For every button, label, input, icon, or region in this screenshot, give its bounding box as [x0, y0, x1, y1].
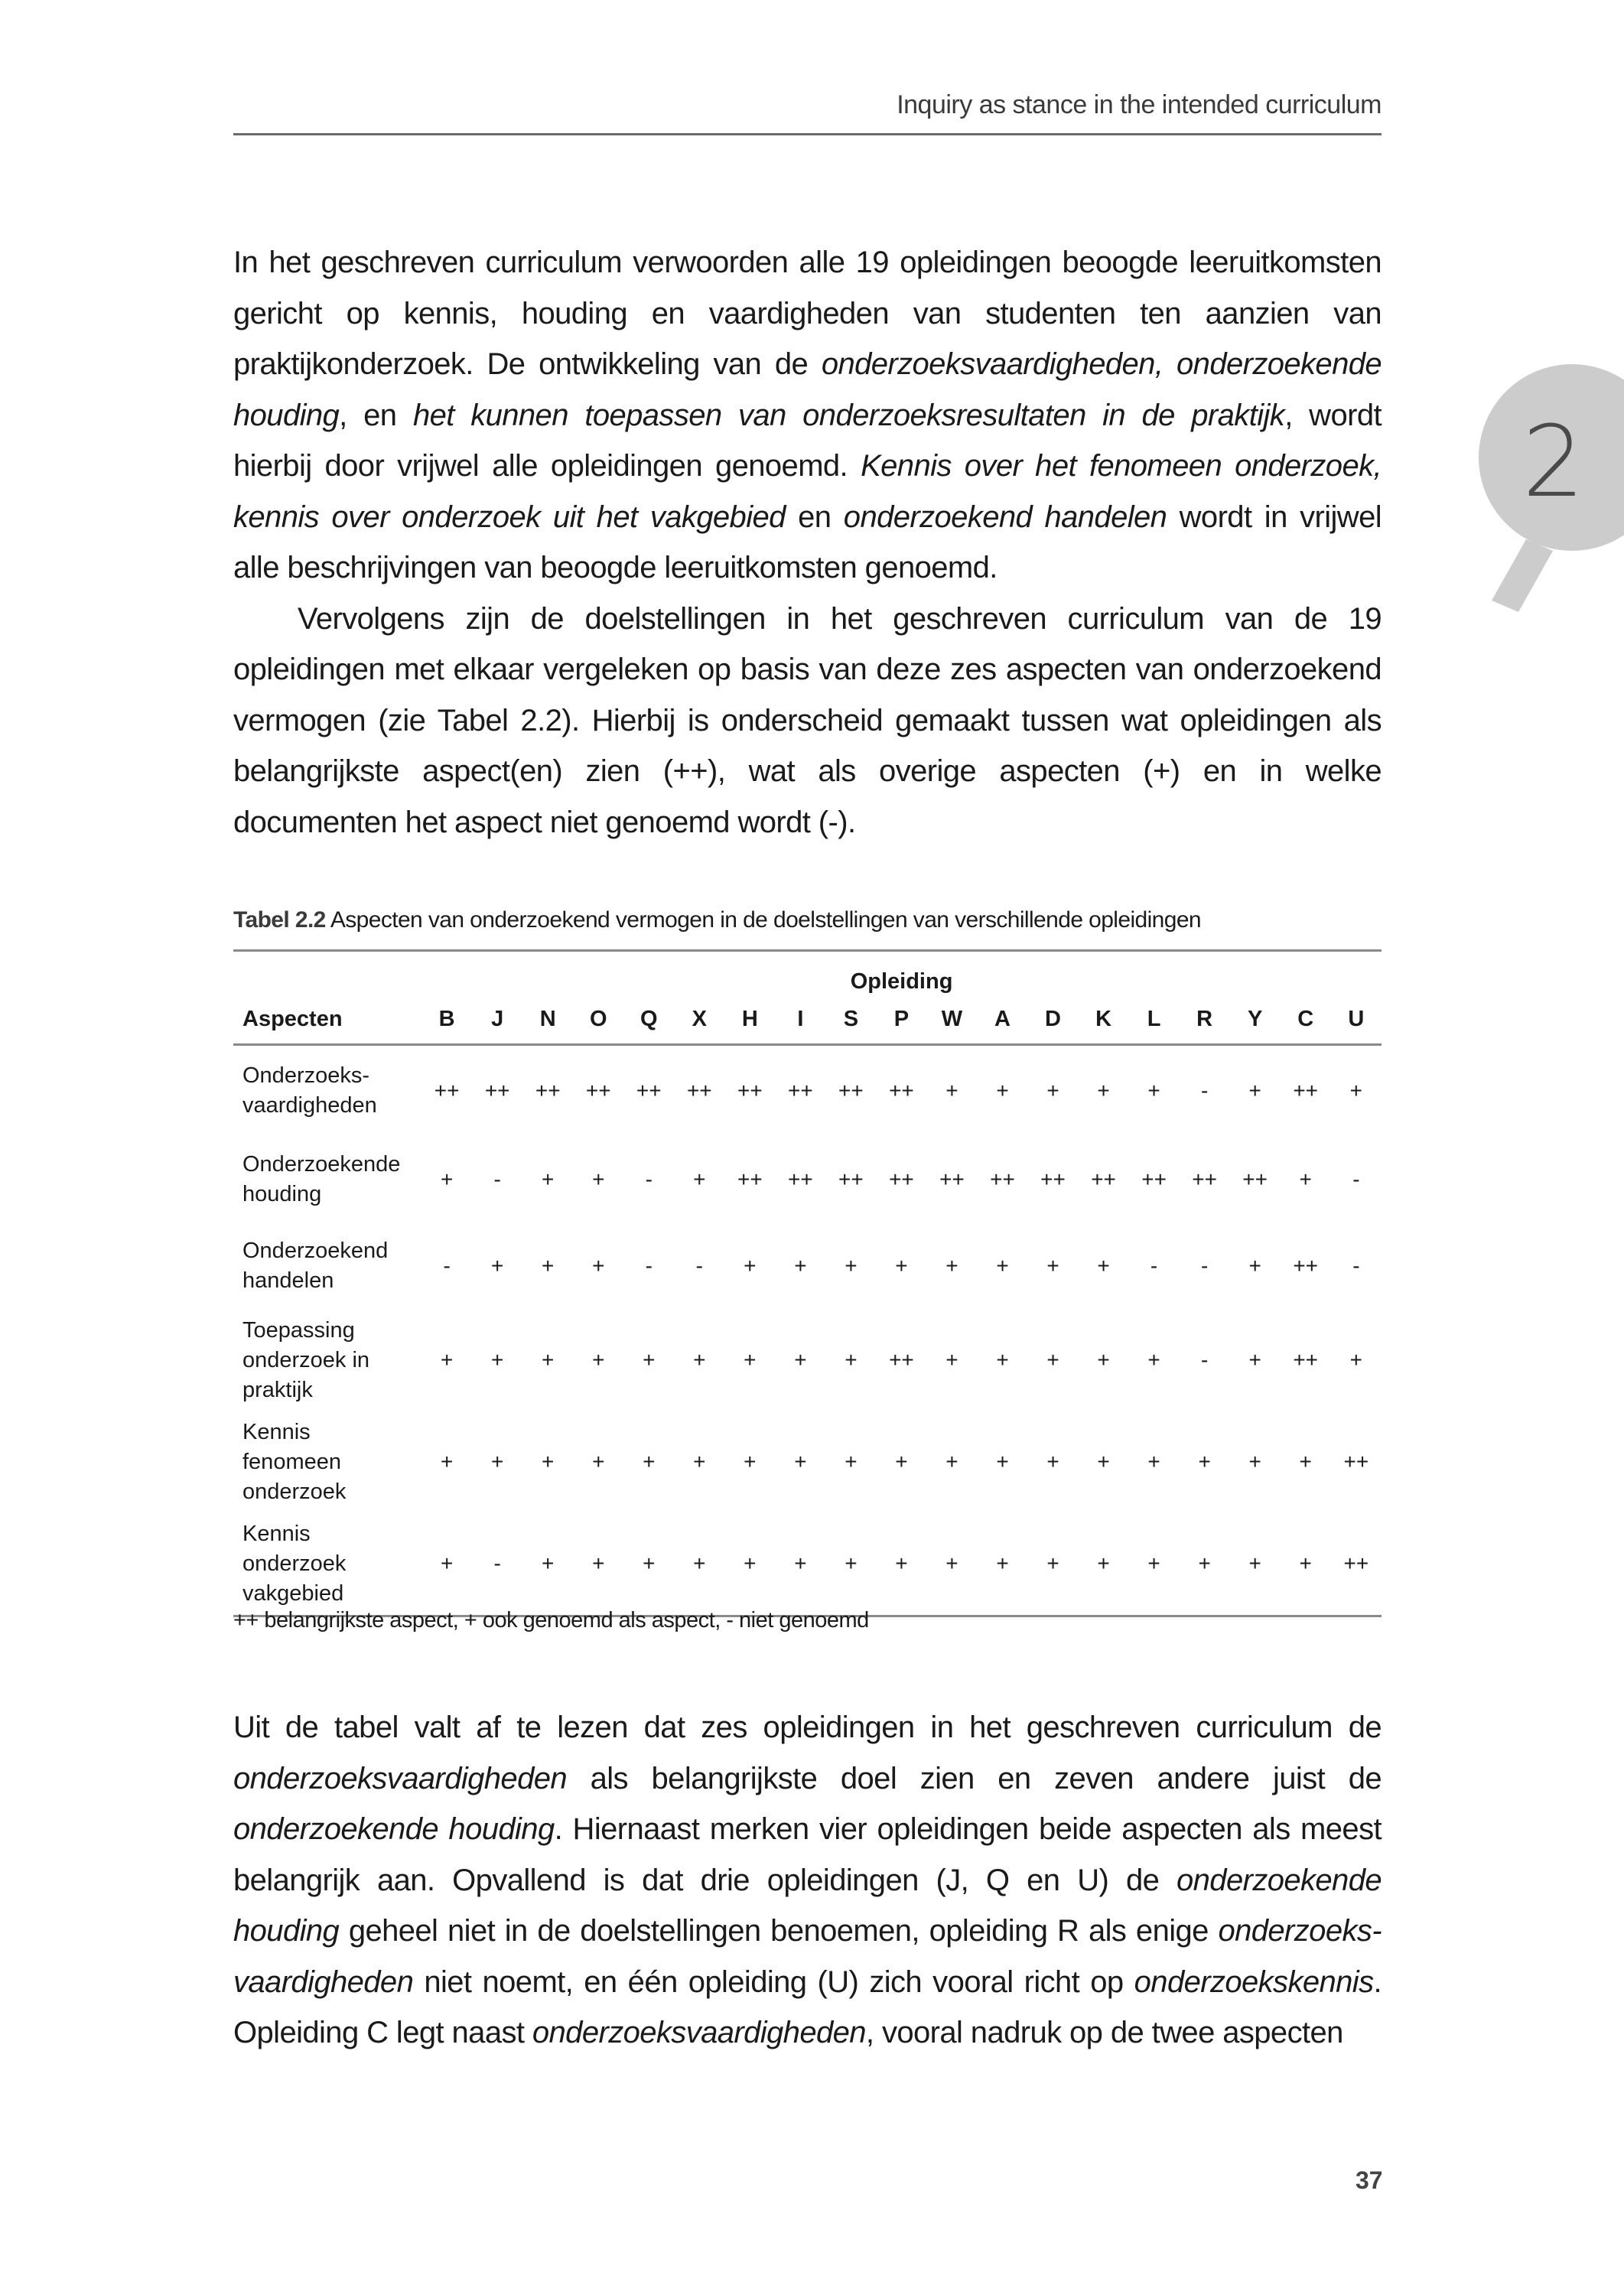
text-run: . Hiernaast merken vier opleidingen beide aspecten als meest belangrijk aan. Opvallend is dat drie opleidingen (J, Q en U) de	[233, 1812, 1382, 1897]
column-header-s: S	[825, 994, 876, 1045]
rating-cell: ++	[1192, 1167, 1217, 1191]
table-column-header-row	[233, 994, 1382, 1045]
rating-cell: +	[1230, 1512, 1281, 1616]
rating-cell: -	[1200, 1348, 1209, 1372]
table-row	[233, 1309, 1382, 1411]
intro-paragraph-2	[233, 594, 1382, 848]
rating-cell: +	[945, 1079, 958, 1102]
rating-cell: ++	[484, 1079, 510, 1102]
rating-cell: +	[1248, 1450, 1261, 1473]
rating-cell: ++	[1091, 1167, 1116, 1191]
text-run: als belangrijkste doel zien en zeven andere juist de	[567, 1761, 1382, 1795]
rating-cell: -	[1352, 1167, 1360, 1191]
rating-cell: +	[1180, 1512, 1230, 1616]
rating-cell: +	[845, 1348, 858, 1372]
row-label-line: Toepassing	[242, 1317, 355, 1343]
text-run: geheel niet in de doelstellingen benoemen, opleiding R als enige	[339, 1914, 1219, 1948]
table-group-header-row	[233, 951, 1382, 995]
rating-cell: +	[744, 1450, 757, 1473]
row-label	[233, 1045, 421, 1137]
column-header-k: K	[1079, 994, 1129, 1045]
rating-cell: +	[895, 1450, 908, 1473]
rating-cell: +	[643, 1348, 656, 1372]
rating-cell: ++	[990, 1167, 1015, 1191]
text-run: wordt in vrijwel alle beschrijvingen van beoogde leeruitkomsten genoemd.	[233, 500, 1382, 584]
rating-cell: +	[1299, 1167, 1312, 1191]
table-caption-label: Tabel 2.2	[233, 907, 326, 933]
italic-text-run: het kunnen toepassen van onderzoeksresultaten in de praktijk	[412, 398, 1285, 432]
rating-cell: ++	[1331, 1512, 1382, 1616]
rating-cell: +	[1046, 1079, 1059, 1102]
italic-text-run: onderzoekend handelen	[843, 500, 1167, 534]
rating-cell: ++	[788, 1167, 813, 1191]
rating-cell: -	[493, 1167, 501, 1191]
header-rule	[233, 133, 1382, 135]
rating-cell: ++	[838, 1167, 864, 1191]
table-legend: ++ belangrijkste aspect, + ook genoemd als aspect, - niet genoemd	[233, 1608, 869, 1633]
rating-cell: +	[573, 1512, 623, 1616]
rating-cell: +	[542, 1348, 555, 1372]
column-header-a: A	[977, 994, 1027, 1045]
rating-cell: ++	[939, 1167, 965, 1191]
intro-text	[233, 237, 1382, 848]
rating-cell: +	[1248, 1079, 1261, 1102]
text-run: Uit de tabel valt af te lezen dat zes opleidingen in het geschreven curriculum de	[233, 1711, 1382, 1744]
running-head-title: Inquiry as stance in the intended curriculum	[897, 90, 1382, 119]
row-label	[233, 1309, 421, 1411]
rating-cell: +	[996, 1254, 1009, 1278]
column-header-j: J	[472, 994, 522, 1045]
rating-cell: +	[1028, 1512, 1079, 1616]
page-number: 37	[1356, 2166, 1383, 2194]
rating-cell: +	[693, 1450, 706, 1473]
table-body	[233, 1045, 1382, 1616]
rating-cell: +	[592, 1450, 605, 1473]
column-header-r: R	[1180, 994, 1230, 1045]
column-header-o: O	[573, 994, 623, 1045]
row-header-aspecten: Aspecten	[233, 994, 421, 1045]
rating-cell: +	[1248, 1254, 1261, 1278]
rating-cell: +	[744, 1254, 757, 1278]
rating-cell: +	[440, 1348, 454, 1372]
rating-cell: +	[592, 1167, 605, 1191]
group-header-opleiding: Opleiding	[421, 951, 1382, 995]
rating-cell: +	[724, 1512, 775, 1616]
rating-cell: ++	[434, 1079, 460, 1102]
rating-cell: +	[1147, 1348, 1160, 1372]
rating-cell: ++	[737, 1167, 763, 1191]
rating-cell: +	[491, 1450, 504, 1473]
text-run: en	[785, 500, 844, 534]
column-header-b: B	[421, 994, 472, 1045]
italic-text-run: onderzoekskennis	[1134, 1965, 1374, 1999]
rating-cell: +	[1198, 1450, 1211, 1473]
conclusion-paragraph-1	[233, 1702, 1382, 2059]
column-header-u: U	[1331, 994, 1382, 1045]
rating-cell: +	[996, 1348, 1009, 1372]
table-row	[233, 1411, 1382, 1512]
rating-cell: +	[1097, 1079, 1110, 1102]
table-caption-text: Aspecten van onderzoekend vermogen in de doelstellingen van verschillende opleidingen	[325, 907, 1202, 933]
rating-cell: -	[1200, 1079, 1209, 1102]
row-label-line: onderzoek	[242, 1551, 347, 1576]
rating-cell: ++	[889, 1348, 914, 1372]
rating-cell: +	[1046, 1348, 1059, 1372]
text-run: , en	[339, 398, 413, 432]
rating-cell: +	[1046, 1254, 1059, 1278]
italic-text-run: onderzoeksvaardigheden	[233, 1761, 568, 1795]
row-label-line: Kennis	[242, 1521, 311, 1546]
row-label-line: Kennis	[242, 1419, 311, 1444]
italic-text-run: onderzoekende houding	[233, 1863, 1382, 1948]
text-run: Vervolgens zijn de doelstellingen in het geschreven curriculum van de 19 opleidingen met elkaar vergeleken op basis van deze zes aspecten van onderzoekend vermogen (zie Tabel 2.2). Hierbij is onderscheid gemaakt tussen wat opleidingen als belangrijkste aspect(en) zien (++), wat als overige aspecten (+) en in welke documenten het aspect niet genoemd wordt (-).	[233, 601, 1382, 839]
rating-cell: +	[996, 1450, 1009, 1473]
rating-cell: +	[623, 1512, 674, 1616]
column-header-x: X	[674, 994, 724, 1045]
rating-cell: ++	[636, 1079, 662, 1102]
column-header-l: L	[1129, 994, 1180, 1045]
row-label-line: handelen	[242, 1268, 334, 1293]
rating-cell: +	[1349, 1079, 1363, 1102]
italic-text-run: Kennis over het fenomeen onderzoek, kennis over onderzoek uit het vakgebied	[233, 449, 1382, 534]
row-label-line: vaardigheden	[242, 1093, 377, 1118]
rating-cell: +	[674, 1512, 724, 1616]
rating-cell: ++	[1141, 1167, 1167, 1191]
rating-cell: ++	[535, 1079, 561, 1102]
rating-cell: +	[440, 1450, 454, 1473]
rating-cell: +	[1079, 1512, 1129, 1616]
row-label-line: fenomeen	[242, 1449, 341, 1474]
table-row	[233, 1512, 1382, 1616]
rating-cell: ++	[889, 1167, 914, 1191]
rating-cell: +	[895, 1254, 908, 1278]
rating-cell: +	[1129, 1512, 1180, 1616]
column-header-d: D	[1028, 994, 1079, 1045]
row-label-line: Onderzoeks-	[242, 1063, 370, 1088]
column-header-p: P	[876, 994, 926, 1045]
rating-cell: -	[645, 1254, 653, 1278]
table-corner-cell	[233, 951, 421, 995]
rating-cell: +	[794, 1254, 807, 1278]
rating-cell: ++	[1293, 1254, 1319, 1278]
column-header-q: Q	[623, 994, 674, 1045]
table-row	[233, 1223, 1382, 1309]
row-label-line: Onderzoekende	[242, 1152, 401, 1177]
text-run: , vooral nadruk op de twee aspecten	[865, 2016, 1343, 2049]
rating-cell: +	[775, 1512, 825, 1616]
text-run: niet noemt, en één opleiding (U) zich vooral richt op	[413, 1965, 1134, 1999]
chapter-number: 2	[1522, 405, 1585, 519]
row-label	[233, 1512, 421, 1616]
rating-cell: +	[845, 1254, 858, 1278]
table-row	[233, 1045, 1382, 1137]
rating-cell: +	[977, 1512, 1027, 1616]
rating-cell: +	[794, 1450, 807, 1473]
row-label-line: praktijk	[242, 1377, 313, 1402]
italic-text-run: onderzoekende houding	[233, 1812, 555, 1846]
rating-cell: +	[996, 1079, 1009, 1102]
rating-cell: ++	[889, 1079, 914, 1102]
row-label-line: onderzoek in	[242, 1347, 370, 1372]
text-run: In het geschreven curriculum verwoorden alle 19 opleidingen beoogde leeruitkomsten gericht op kennis, houding en vaardigheden van studenten ten aanzien van praktijkonderzoek. De ontwikkeling van de	[233, 246, 1382, 381]
rating-cell: -	[1150, 1254, 1158, 1278]
rating-cell: +	[945, 1254, 958, 1278]
rating-cell: +	[491, 1254, 504, 1278]
column-header-c: C	[1281, 994, 1331, 1045]
rating-cell: +	[945, 1348, 958, 1372]
rating-cell: ++	[1343, 1450, 1369, 1473]
italic-text-run: onderzoeksvaardigheden, onderzoekende houding	[233, 347, 1382, 432]
intro-paragraph-1	[233, 237, 1382, 594]
rating-cell: +	[522, 1512, 573, 1616]
rating-cell: +	[1097, 1450, 1110, 1473]
rating-cell: +	[876, 1512, 926, 1616]
italic-text-run: onderzoeksvaardigheden	[532, 2016, 866, 2049]
rating-cell: +	[1147, 1450, 1160, 1473]
rating-cell: +	[491, 1348, 504, 1372]
column-header-n: N	[522, 994, 573, 1045]
rating-cell: +	[1299, 1450, 1312, 1473]
italic-text-run: onderzoeks-vaardigheden	[233, 1914, 1382, 1999]
column-header-h: H	[724, 994, 775, 1045]
row-label	[233, 1411, 421, 1512]
text-run: . Opleiding C legt naast	[233, 1965, 1382, 2049]
rating-cell: ++	[585, 1079, 611, 1102]
column-header-w: W	[926, 994, 977, 1045]
rating-cell: ++	[1293, 1079, 1319, 1102]
row-label-line: houding	[242, 1182, 322, 1206]
row-label-line: onderzoek	[242, 1479, 347, 1504]
rating-cell: +	[542, 1254, 555, 1278]
row-label-line: Onderzoekend	[242, 1239, 389, 1263]
column-header-i: I	[775, 994, 825, 1045]
rating-cell: +	[542, 1167, 555, 1191]
rating-cell: +	[693, 1348, 706, 1372]
rating-cell: ++	[1293, 1348, 1319, 1372]
rating-cell: ++	[1242, 1167, 1268, 1191]
rating-cell: +	[825, 1512, 876, 1616]
rating-cell: +	[592, 1254, 605, 1278]
rating-cell: -	[443, 1254, 451, 1278]
row-label	[233, 1223, 421, 1309]
rating-cell: +	[945, 1450, 958, 1473]
table-row	[233, 1136, 1382, 1223]
rating-cell: -	[645, 1167, 653, 1191]
row-label	[233, 1136, 421, 1223]
rating-cell: +	[592, 1348, 605, 1372]
rating-cell: -	[695, 1254, 703, 1278]
row-label-line: vakgebied	[242, 1580, 344, 1606]
conclusion-text	[233, 1702, 1382, 2059]
aspects-table	[233, 949, 1382, 1617]
rating-cell: -	[1200, 1254, 1209, 1278]
rating-cell: ++	[838, 1079, 864, 1102]
rating-cell: +	[421, 1512, 472, 1616]
rating-cell: +	[643, 1450, 656, 1473]
rating-cell: +	[926, 1512, 977, 1616]
column-header-y: Y	[1230, 994, 1281, 1045]
rating-cell: +	[1097, 1348, 1110, 1372]
rating-cell: ++	[788, 1079, 813, 1102]
rating-cell: +	[1281, 1512, 1331, 1616]
rating-cell: +	[1046, 1450, 1059, 1473]
rating-cell: +	[542, 1450, 555, 1473]
rating-cell: -	[1352, 1254, 1360, 1278]
rating-cell: +	[440, 1167, 454, 1191]
rating-cell: +	[1248, 1348, 1261, 1372]
rating-cell: -	[472, 1512, 522, 1616]
rating-cell: ++	[737, 1079, 763, 1102]
rating-cell: +	[693, 1167, 706, 1191]
rating-cell: ++	[1040, 1167, 1066, 1191]
rating-cell: +	[1097, 1254, 1110, 1278]
rating-cell: +	[744, 1348, 757, 1372]
rating-cell: ++	[686, 1079, 712, 1102]
rating-cell: +	[794, 1348, 807, 1372]
text-run: , wordt hierbij door vrijwel alle opleidingen genoemd.	[233, 398, 1382, 483]
table-caption	[233, 907, 1201, 933]
rating-cell: +	[845, 1450, 858, 1473]
rating-cell: +	[1349, 1348, 1363, 1372]
rating-cell: +	[1147, 1079, 1160, 1102]
